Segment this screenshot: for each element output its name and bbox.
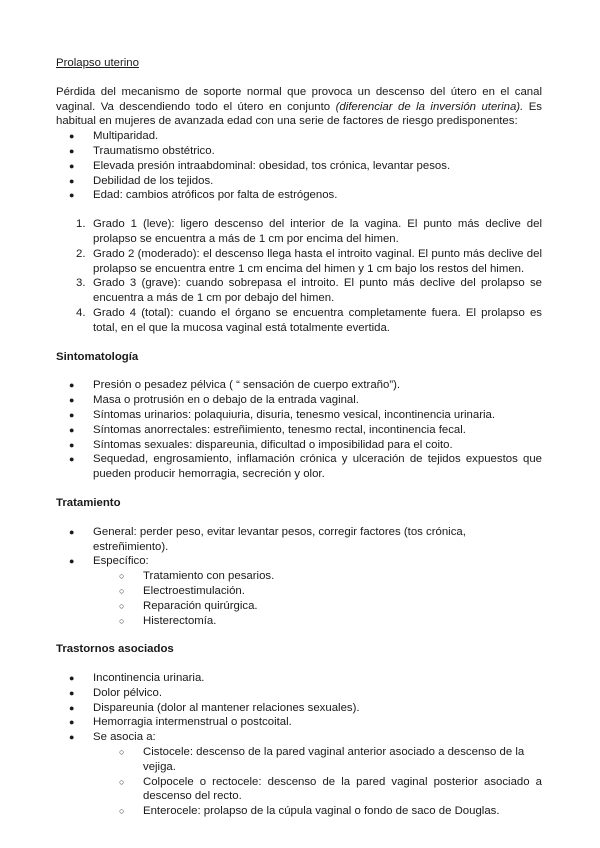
list-item: ● Sequedad, engrosamiento, inflamación crónica y ulceración de tejidos expuestos que pueden producir hemorragia, secreción y olor. [69,452,542,482]
sub-list-item: ○ Histerectomía. [119,614,542,629]
list-item: ● Multiparidad. [69,129,542,144]
sub-list-item: ○ Electroestimulación. [119,584,542,599]
list-item: ● Síntomas urinarios: polaquiuria, disuria, tenesmo vesical, incontinencia urinaria. [69,408,542,423]
intro-italic-note: (diferenciar de la inversión uterina). [335,100,524,113]
treatment-list [56,525,542,629]
list-item: ● Hemorragia intermenstrual o postcoital. [69,715,542,730]
sub-list-item: ○ Cistocele: descenso de la pared vaginal anterior asociado a descenso de la vejiga. [119,745,542,775]
specific-label: Específico: [93,555,149,568]
list-item [69,554,542,628]
grade-text: Grado 4 (total): cuando el órgano se encuentra completamente fuera. El prolapso es total, en el que la mucosa vaginal está totalmente evertida. [93,306,542,334]
list-item: ● Elevada presión intraabdominal: obesidad, tos crónica, levantar pesos. [69,159,542,174]
grade-item [76,306,542,336]
associated-label: Se asocia a: [93,731,156,744]
list-item: ● Dolor pélvico. [69,686,542,701]
list-item: ● Debilidad de los tejidos. [69,174,542,189]
grade-text: Grado 2 (moderado): el descenso llega hasta el introito vaginal. El punto más declive del prolapso se encuentra entre 1 cm encima del himen y 1 cm bajo los restos del himen. [93,247,542,275]
intro-text-1: Pérdida del mecanismo de soporte normal que provoca un descenso del útero en el canal vaginal. Va descendiendo todo el útero en conjunto [56,85,542,113]
specific-treatment-list [93,569,542,628]
section-heading-trastornos: Trastornos asociados [56,643,174,656]
list-item: ● Incontinencia urinaria. [69,671,542,686]
list-item: ● Dispareunia (dolor al mantener relaciones sexuales). [69,701,542,716]
list-item: ● Edad: cambios atróficos por falta de estrógenos. [69,188,542,203]
grade-item [76,276,542,306]
list-item: ● Masa o protrusión en o debajo de la entrada vaginal. [69,393,542,408]
grade-item [76,217,542,247]
disorders-list [56,671,542,819]
grade-text: Grado 1 (leve): ligero descenso del interior de la vagina. El punto más declive del prolapso se encuentra a más de 1 cm por encima del himen. [93,218,542,245]
list-item: ● Síntomas sexuales: dispareunia, dificultad o imposibilidad para el coito. [69,438,542,453]
grades-list [56,217,542,335]
intro-paragraph [56,85,542,129]
list-item: ● Traumatismo obstétrico. [69,144,542,159]
intro-text-2: Es habitual en mujeres de avanzada edad con una serie de factores de riesgo predisponentes: [56,100,542,128]
list-item: ● Síntomas anorrectales: estreñimiento, tenesmo rectal, incontinencia fecal. [69,423,542,438]
symptoms-list [56,378,542,482]
grade-number: 2. [76,247,86,260]
grade-text: Grado 3 (grave): cuando sobrepasa el introito. El punto más declive del prolapso se encuentra a más de 1 cm por debajo del himen. [93,277,542,305]
grade-number: 4. [76,306,86,319]
list-item: ● General: perder peso, evitar levantar pesos, corregir factores (tos crónica, estreñimiento). [69,525,542,555]
list-item [69,730,542,819]
associated-list [93,745,542,819]
sub-list-item: ○ Colpocele o rectocele: descenso de la pared vaginal posterior asociado a descenso del recto. [119,775,542,805]
grade-number: 3. [76,277,86,290]
risk-factors-list [56,129,542,203]
document-title: Prolapso uterino [56,57,139,69]
grade-number: 1. [76,218,86,231]
grade-item [76,247,542,277]
sub-list-item: ○ Enterocele: prolapso de la cúpula vaginal o fondo de saco de Douglas. [119,804,542,819]
section-heading-tratamiento: Tratamiento [56,496,121,509]
section-heading-sintomatologia: Sintomatología [56,350,139,363]
list-item: ● Presión o pesadez pélvica ( “ sensación de cuerpo extraño”). [69,378,542,393]
sub-list-item: ○ Tratamiento con pesarios. [119,569,542,584]
sub-list-item: ○ Reparación quirúrgica. [119,599,542,614]
